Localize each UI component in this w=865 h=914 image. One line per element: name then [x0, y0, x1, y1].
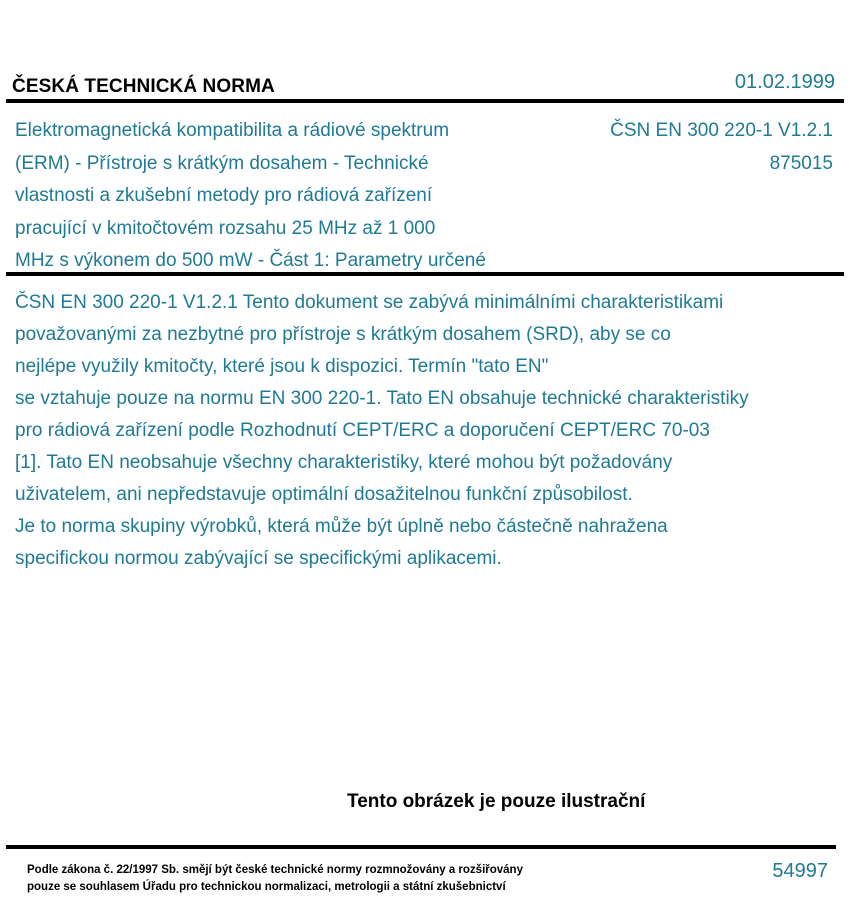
illustration-notice: Tento obrázek je pouze ilustrační: [347, 791, 646, 812]
title-line: (ERM) - Přístroje s krátkým dosahem - Technické: [15, 152, 429, 174]
standard-type-heading: ČESKÁ TECHNICKÁ NORMA: [12, 76, 275, 97]
document-title: [15, 115, 575, 278]
copyright-line: Podle zákona č. 22/1997 Sb. smějí být české technické normy rozmnožovány a rozšiřovány: [27, 864, 523, 876]
abstract-line: se vztahuje pouze na normu EN 300 220-1. Tato EN obsahuje technické charakteristiky: [15, 388, 749, 409]
title-divider: [6, 272, 844, 276]
abstract-line: považovanými za nezbytné pro přístroje s krátkým dosahem (SRD), aby se co: [15, 324, 671, 345]
title-line: vlastnosti a zkušební metody pro rádiová zařízení: [15, 185, 433, 206]
abstract-line: ČSN EN 300 220-1 V1.2.1 Tento dokument se zabývá minimálními charakteristikami: [15, 292, 724, 313]
header-divider: [6, 99, 844, 103]
abstract-line: [1]. Tato EN neobsahuje všechny charakteristiky, které mohou být požadovány: [15, 452, 673, 473]
abstract-line: specifickou normou zabývající se specifickými aplikacemi.: [15, 548, 502, 569]
copyright-notice: [27, 862, 523, 896]
standard-code: ČSN EN 300 220-1 V1.2.1: [610, 120, 833, 141]
abstract-line: nejlépe využily kmitočty, které jsou k dispozici. Termín "tato EN": [15, 356, 549, 377]
publication-date: 01.02.1999: [734, 71, 835, 93]
title-line: pracující v kmitočtovém rozsahu 25 MHz až 1 000: [15, 217, 436, 239]
title-line: Elektromagnetická kompatibilita a rádiové spektrum: [15, 120, 450, 141]
standard-identifier: [610, 115, 833, 180]
footer-divider: [6, 845, 836, 849]
abstract-line: Je to norma skupiny výrobků, která může být úplně nebo částečně nahražena: [15, 516, 668, 537]
abstract-line: uživatelem, ani nepředstavuje optimální dosažitelnou funkční způsobilost.: [15, 484, 633, 505]
title-line: MHz s výkonem do 500 mW - Část 1: Parametry určené: [15, 250, 486, 271]
catalog-number: 875015: [769, 152, 833, 174]
document-abstract: [15, 287, 855, 575]
abstract-line: pro rádiová zařízení podle Rozhodnutí CEPT/ERC a doporučení CEPT/ERC 70-03: [15, 420, 710, 441]
copyright-line: pouze se souhlasem Úřadu pro technickou normalizaci, metrologii a státní zkušebnictví: [27, 881, 506, 893]
document-number: 54997: [772, 860, 828, 882]
